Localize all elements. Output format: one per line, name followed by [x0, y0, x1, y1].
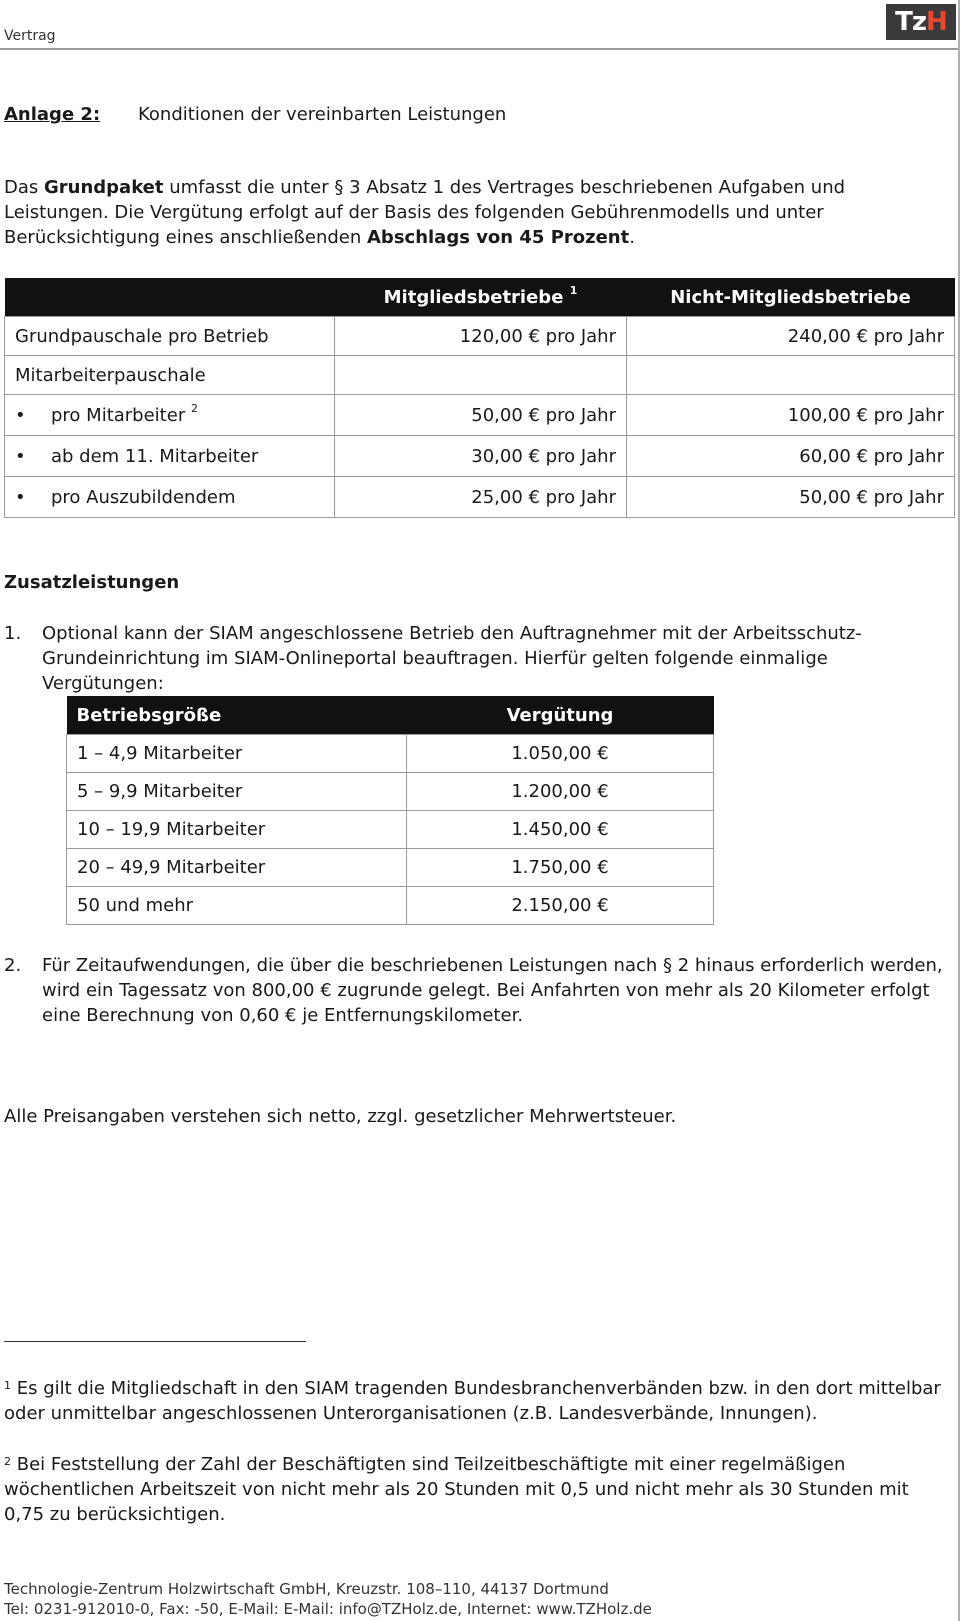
item-text: Für Zeitaufwendungen, die über die beschriebenen Leistungen nach § 2 hinaus erforderlich werden, wird ein Tagessatz von 800,00 € zugrunde gelegt. Bei Anfahrten von mehr als 20 Kilometer erfolgt eine Berechnung von 0,60 € je Entfernungskilometer.	[42, 955, 943, 1026]
price-table	[4, 278, 955, 518]
fee-header: Vergütung	[407, 696, 714, 735]
row-label: • ab dem 11. Mitarbeiter	[5, 436, 335, 477]
size-cell: 20 – 49,9 Mitarbeiter	[67, 849, 407, 887]
price-header-empty	[5, 278, 335, 317]
bullet-icon: •	[15, 445, 26, 467]
member-price: 25,00 € pro Jahr	[335, 477, 627, 518]
table-row	[67, 887, 714, 925]
item-number: 1.	[4, 623, 22, 644]
nonmember-price	[627, 356, 955, 395]
fee-cell: 2.150,00 €	[407, 887, 714, 925]
row-label: Grundpauschale pro Betrieb	[5, 317, 335, 356]
price-table-header	[5, 278, 955, 317]
row-label: • pro Auszubildendem	[5, 477, 335, 518]
footer-address: Technologie-Zentrum Holzwirtschaft GmbH, Kreuzstr. 108–110, 44137 Dortmund	[4, 1580, 609, 1598]
table-row	[5, 395, 955, 436]
header-label: Vertrag	[4, 28, 56, 44]
size-cell: 50 und mehr	[67, 887, 407, 925]
bullet-icon: •	[15, 404, 26, 426]
company-logo: TzH	[886, 4, 956, 40]
size-table	[66, 696, 714, 925]
page-header	[0, 0, 958, 50]
size-table-header	[67, 696, 714, 735]
member-price	[335, 356, 627, 395]
member-price: 120,00 € pro Jahr	[335, 317, 627, 356]
size-cell: 5 – 9,9 Mitarbeiter	[67, 773, 407, 811]
table-row	[5, 356, 955, 395]
annex-title: Konditionen der vereinbarten Leistungen	[138, 104, 507, 125]
table-row	[67, 773, 714, 811]
member-price: 30,00 € pro Jahr	[335, 436, 627, 477]
table-row	[67, 811, 714, 849]
row-label: • pro Mitarbeiter $^2$	[5, 395, 335, 436]
nonmember-price: 240,00 € pro Jahr	[627, 317, 955, 356]
section-title: Zusatzleistungen	[4, 572, 180, 593]
footnote-divider	[4, 1341, 306, 1342]
price-header-nonmember: Nicht-Mitgliedsbetriebe	[627, 278, 955, 317]
item-text: Optional kann der SIAM angeschlossene Betrieb den Auftragnehmer mit der Arbeitsschutz-Grundeinrichtung im SIAM-Onlineportal beauftragen. Hierfür gelten folgende einmalige Vergütungen:	[42, 623, 862, 694]
intro-paragraph: Das Grundpaket umfasst die unter § 3 Absatz 1 des Vertrages beschriebenen Aufgaben und Leistungen. Die Vergütung erfolgt auf der Basis des folgenden Gebührenmodells und unter Berücksichtigung eines anschließenden Abschlags von 45 Prozent.	[4, 177, 846, 248]
fee-cell: 1.750,00 €	[407, 849, 714, 887]
net-price-note: Alle Preisangaben verstehen sich netto, zzgl. gesetzlicher Mehrwertsteuer.	[4, 1106, 677, 1127]
annex-heading	[4, 104, 507, 125]
nonmember-price: 100,00 € pro Jahr	[627, 395, 955, 436]
table-row	[67, 735, 714, 773]
fee-cell: 1.200,00 €	[407, 773, 714, 811]
list-item	[4, 953, 954, 1028]
fee-cell: 1.450,00 €	[407, 811, 714, 849]
size-header: Betriebsgröße	[67, 696, 407, 735]
footnote: $^1$ Es gilt die Mitgliedschaft in den SIAM tragenden Bundesbranchenverbänden bzw. in den dort mittelbar oder unmittelbar angeschlossenen Unterorganisationen (z.B. Landesverbände, Innungen).	[4, 1378, 941, 1424]
footer-contact: Tel: 0231-912010-0, Fax: -50, E-Mail: E-Mail: info@TZHolz.de, Internet: www.TZHolz.de	[4, 1600, 652, 1618]
row-label: Mitarbeiterpauschale	[5, 356, 335, 395]
item-number: 2.	[4, 955, 22, 976]
nonmember-price: 60,00 € pro Jahr	[627, 436, 955, 477]
size-cell: 1 – 4,9 Mitarbeiter	[67, 735, 407, 773]
price-header-member: Mitgliedsbetriebe $^1$	[335, 278, 627, 317]
fee-cell: 1.050,00 €	[407, 735, 714, 773]
size-cell: 10 – 19,9 Mitarbeiter	[67, 811, 407, 849]
footnote: $^2$ Bei Feststellung der Zahl der Beschäftigten sind Teilzeitbeschäftigte mit einer regelmäßigen wöchentlichen Arbeitszeit von nicht mehr als 20 Stunden mit 0,5 und nicht mehr als 30 Stunden mit 0,75 zu berücksichtigen.	[4, 1454, 909, 1525]
list-item	[4, 621, 954, 696]
table-row	[5, 317, 955, 356]
table-row	[5, 477, 955, 518]
nonmember-price: 50,00 € pro Jahr	[627, 477, 955, 518]
bullet-icon: •	[15, 486, 26, 508]
table-row	[67, 849, 714, 887]
table-row	[5, 436, 955, 477]
member-price: 50,00 € pro Jahr	[335, 395, 627, 436]
annex-label: Anlage 2:	[4, 104, 101, 125]
